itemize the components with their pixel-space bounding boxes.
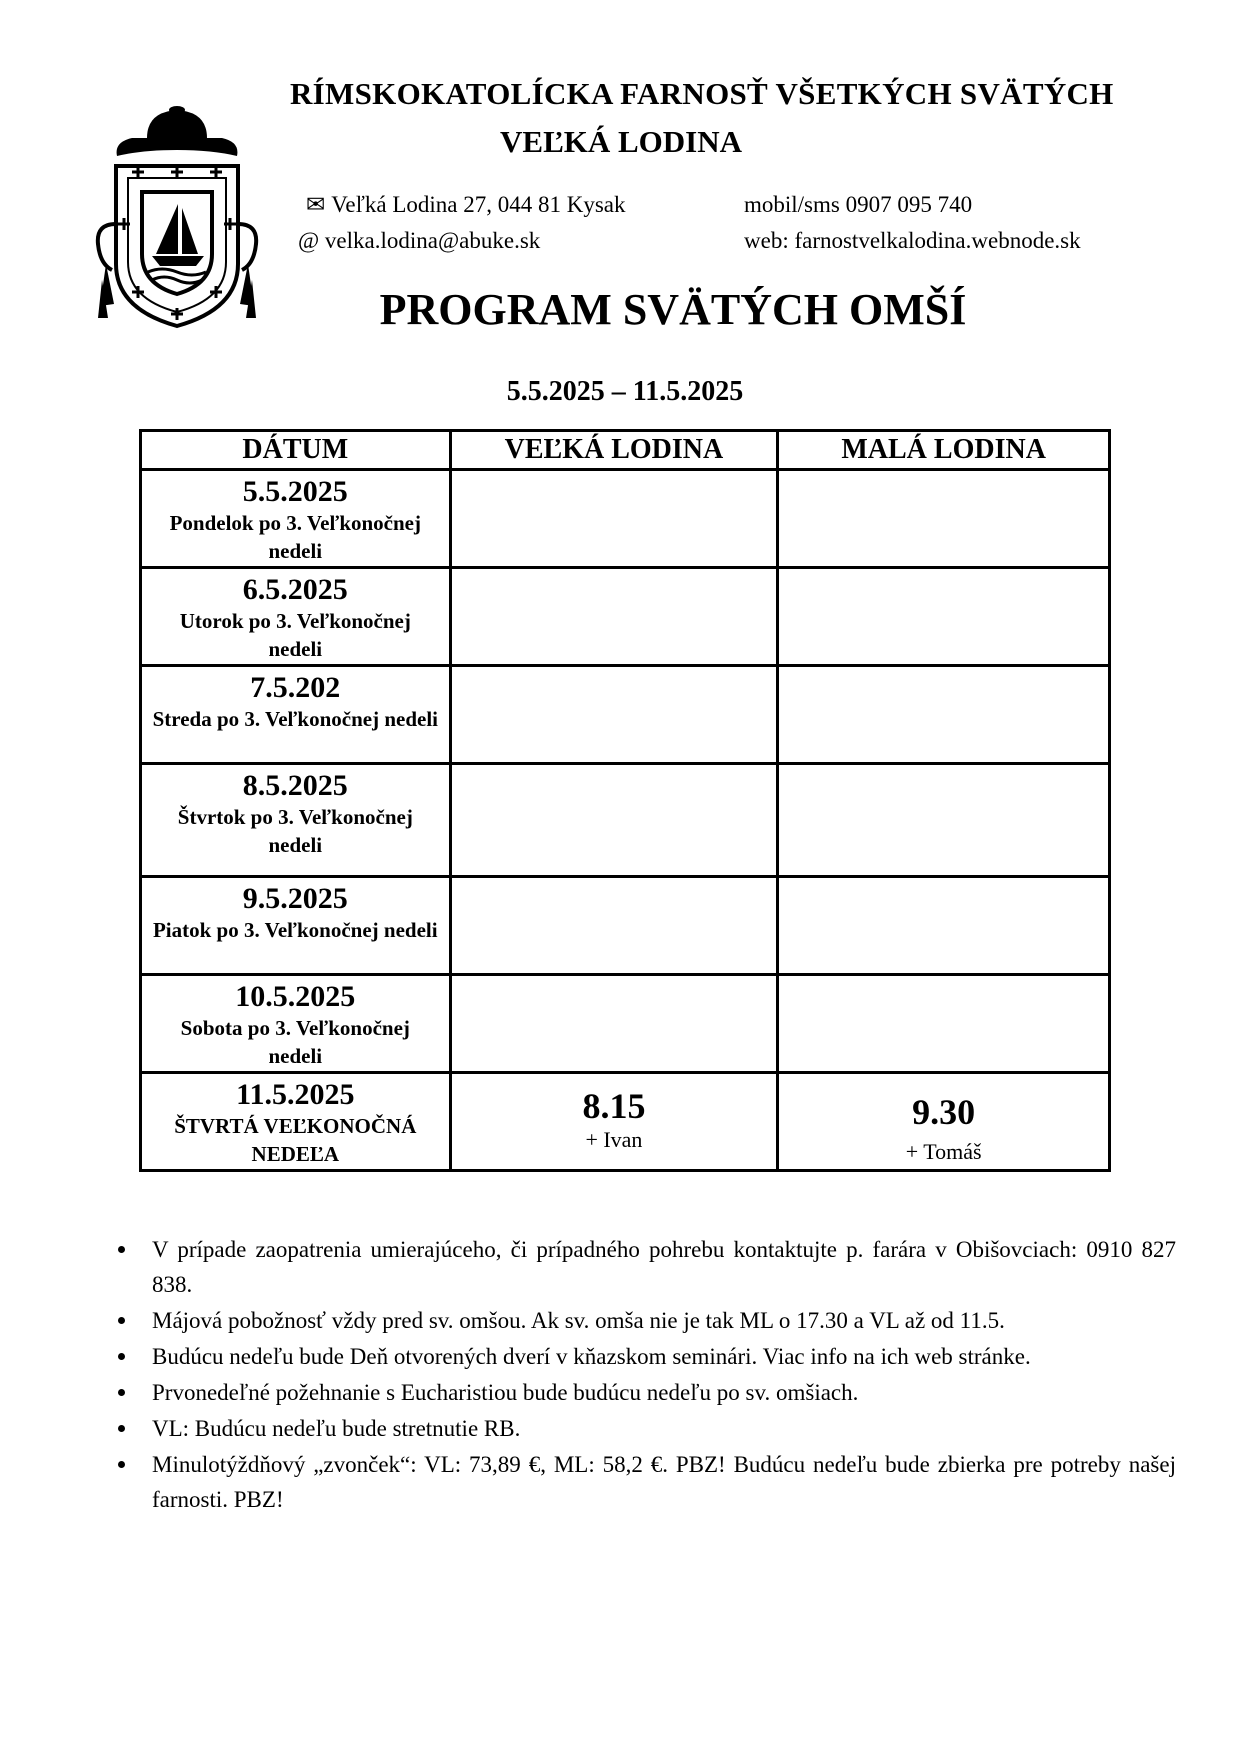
table-row — [141, 877, 1110, 975]
date-cell — [141, 470, 451, 568]
list-item: Budúcu nedeľu bude Deň otvorených dverí v kňazskom seminári. Viac info na ich web stránke. — [120, 1339, 1176, 1374]
ml-intent: + Tomáš — [905, 1139, 982, 1164]
header-date: DÁTUM — [141, 431, 451, 470]
row-day: Pondelok po 3. Veľkonočnej nedeli — [169, 511, 421, 563]
vl-cell — [450, 666, 778, 764]
address-text: Veľká Lodina 27, 044 81 Kysak — [331, 192, 626, 217]
vl-cell — [450, 975, 778, 1073]
date-range: 5.5.2025 – 11.5.2025 — [506, 376, 744, 407]
row-day: Sobota po 3. Veľkonočnej nedeli — [180, 1016, 410, 1068]
row-day: Piatok po 3. Veľkonočnej nedeli — [152, 918, 438, 942]
row-day: Štvrtok po 3. Veľkonočnej nedeli — [177, 805, 413, 857]
table-row — [141, 764, 1110, 877]
table-row — [141, 975, 1110, 1073]
vl-time: 8.15 — [582, 1086, 646, 1126]
address-line — [306, 192, 626, 218]
list-item: V prípade zaopatrenia umierajúceho, či prípadného pohrebu kontaktujte p. farára v Obišovciach: 0910 827 838. — [120, 1232, 1176, 1302]
ml-cell — [778, 666, 1110, 764]
date-cell — [141, 975, 451, 1073]
table-row — [141, 1073, 1110, 1171]
date-cell — [141, 1073, 451, 1171]
ml-time: 9.30 — [912, 1092, 976, 1132]
envelope-icon: ✉ — [306, 192, 326, 217]
parish-subtitle: VEĽKÁ LODINA — [500, 124, 743, 159]
web-text: web: farnostvelkalodina.webnode.sk — [744, 228, 1081, 253]
table-row — [141, 568, 1110, 666]
list-item: Prvonedeľné požehnanie s Eucharistiou bude budúcu nedeľu po sv. omšiach. — [120, 1375, 1176, 1410]
list-item: Minulotýždňový „zvonček“: VL: 73,89 €, ML: 58,2 €. PBZ! Budúcu nedeľu bude zbierka pre potreby našej farnosti. PBZ! — [120, 1447, 1176, 1517]
row-date: 5.5.2025 — [242, 475, 348, 508]
ml-cell — [778, 764, 1110, 877]
email-text: @ velka.lodina@abuke.sk — [298, 228, 541, 253]
ml-cell — [778, 568, 1110, 666]
date-cell — [141, 568, 451, 666]
vl-cell — [450, 470, 778, 568]
ml-cell — [778, 1073, 1110, 1171]
row-date: 6.5.2025 — [242, 573, 348, 606]
program-title: PROGRAM SVÄTÝCH OMŠÍ — [379, 285, 967, 334]
list-item: Májová pobožnosť vždy pred sv. omšou. Ak sv. omša nie je tak ML o 17.30 a VL až od 11.5. — [120, 1303, 1176, 1338]
list-item: VL: Budúcu nedeľu bude stretnutie RB. — [120, 1411, 1176, 1446]
row-date: 9.5.2025 — [242, 882, 348, 915]
mass-schedule-table — [139, 429, 1111, 1172]
date-cell — [141, 764, 451, 877]
vl-intent: + Ivan — [585, 1127, 643, 1152]
row-date: 7.5.202 — [250, 671, 341, 704]
table-header-row — [141, 431, 1110, 470]
row-date: 10.5.2025 — [235, 980, 356, 1013]
table-row — [141, 666, 1110, 764]
ml-cell — [778, 470, 1110, 568]
row-day: Streda po 3. Veľkonočnej nedeli — [152, 707, 438, 731]
announcements-list — [120, 1232, 1176, 1518]
date-cell — [141, 666, 451, 764]
row-day: Utorok po 3. Veľkonočnej nedeli — [179, 609, 411, 661]
vl-cell — [450, 1073, 778, 1171]
header-velka-lodina: VEĽKÁ LODINA — [450, 431, 778, 470]
vl-cell — [450, 568, 778, 666]
ml-cell — [778, 975, 1110, 1073]
row-day: ŠTVRTÁ VEĽKONOČNÁ NEDEĽA — [174, 1114, 417, 1166]
header-mala-lodina: MALÁ LODINA — [778, 431, 1110, 470]
mobile-text: mobil/sms 0907 095 740 — [744, 192, 973, 217]
table-row — [141, 470, 1110, 568]
row-date: 11.5.2025 — [236, 1078, 355, 1111]
ml-cell — [778, 877, 1110, 975]
parish-title: RÍMSKOKATOLÍCKA FARNOSŤ VŠETKÝCH SVÄTÝCH — [290, 76, 1114, 111]
date-cell — [141, 877, 451, 975]
row-date: 8.5.2025 — [242, 769, 348, 802]
vl-cell — [450, 764, 778, 877]
vl-cell — [450, 877, 778, 975]
